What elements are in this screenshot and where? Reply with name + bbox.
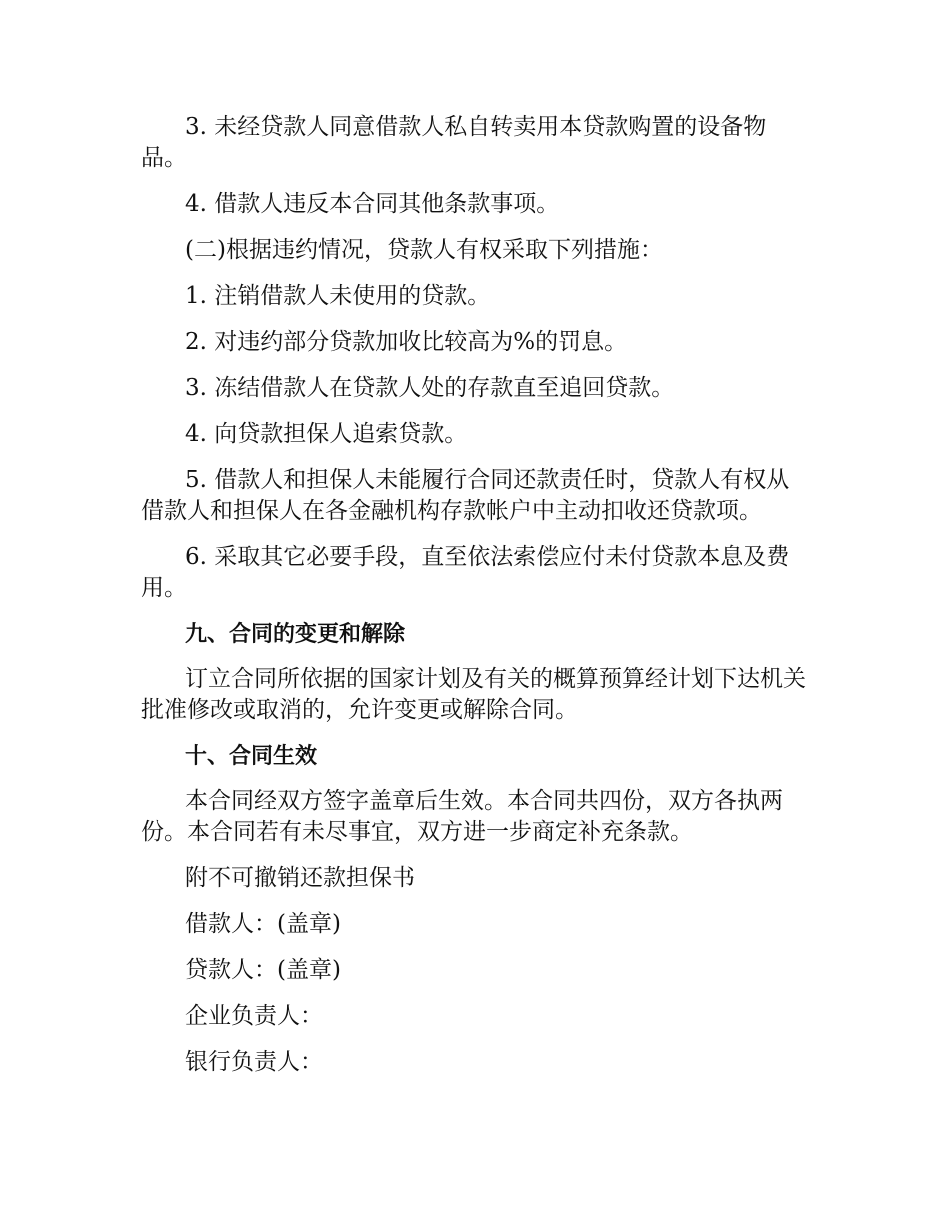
attachment-line: 附不可撤销还款担保书 [185,865,415,891]
clause-paragraph: 4. 借款人违反本合同其他条款事项。 [185,191,560,217]
clause-paragraph: 3. 未经贷款人同意借款人私自转卖用本贷款购置的设备物品。 [141,114,767,171]
signature-line-lender: 贷款人：(盖章) [185,957,341,983]
clause-paragraph: 2. 对违约部分贷款加收比较高为%的罚息。 [185,329,628,355]
section-heading: 九、合同的变更和解除 [185,622,406,647]
document-body [141,112,811,1093]
clause-paragraph: 4. 向贷款担保人追索贷款。 [185,421,468,447]
clause-paragraph: 6. 采取其它必要手段，直至依法索偿应付未付贷款本息及费用。 [141,544,790,601]
clause-paragraph: 3. 冻结借款人在贷款人处的存款直至追回贷款。 [185,375,675,401]
clause-paragraph: 1. 注销借款人未使用的贷款。 [185,283,491,309]
clause-paragraph: 订立合同所依据的国家计划及有关的概算预算经计划下达机关批准修改或取消的，允许变更或解除合同。 [141,666,806,723]
signature-line-borrower: 借款人：(盖章) [185,911,341,937]
signature-line-bank-head: 银行负责人： [185,1049,323,1075]
clause-paragraph: 本合同经双方签字盖章后生效。本合同共四份，双方各执两份。本合同若有未尽事宜，双方进一步商定补充条款。 [141,788,783,845]
section-heading: 十、合同生效 [185,744,318,769]
signature-line-company-head: 企业负责人： [185,1003,323,1029]
clause-paragraph: (二)根据违约情况，贷款人有权采取下列措施： [185,237,663,263]
clause-paragraph: 5. 借款人和担保人未能履行合同还款责任时，贷款人有权从借款人和担保人在各金融机构存款帐户中主动扣收还贷款项。 [141,467,790,524]
